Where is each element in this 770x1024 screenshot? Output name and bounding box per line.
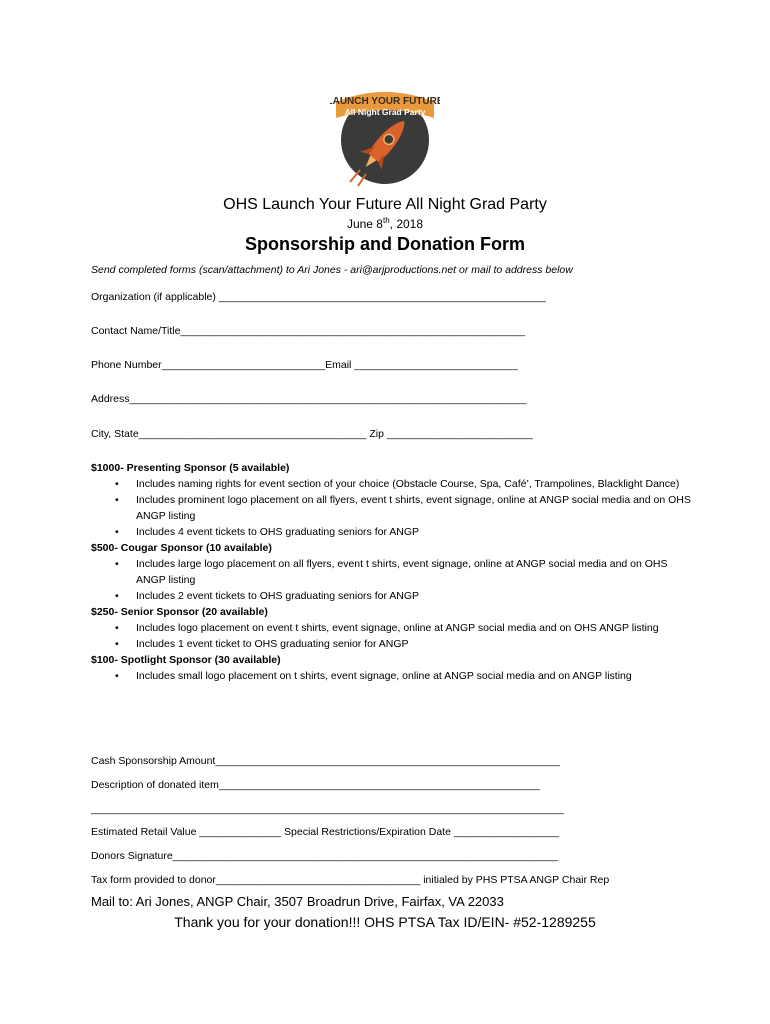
- bullet-icon: •: [115, 622, 119, 634]
- retail-value-restrictions-field[interactable]: Estimated Retail Value ______________ Special Restrictions/Expiration Date __________________: [91, 826, 559, 838]
- description-continuation-line[interactable]: _________________________________________________________________________________: [91, 803, 565, 815]
- bullet-text: Includes 2 event tickets to OHS graduating seniors for ANGP: [136, 590, 420, 602]
- tier-presenting: [91, 460, 691, 540]
- bullet-text: Includes logo placement on event t shirts, event signage, online at ANGP social media and on OHS ANGP listing: [136, 622, 659, 634]
- tier-heading: $100- Spotlight Sponsor (30 available): [91, 654, 281, 666]
- bullet-icon: •: [115, 526, 119, 538]
- thank-you-note: Thank you for your donation!!! OHS PTSA Tax ID/EIN- #52-1289255: [174, 914, 596, 930]
- cash-amount-field[interactable]: Cash Sponsorship Amount___________________________________________________________: [91, 755, 560, 767]
- event-date-year: , 2018: [389, 217, 424, 231]
- bullet-text: Includes 1 event ticket to OHS graduating senior for ANGP: [136, 638, 409, 650]
- event-date-suffix-sup: th: [382, 216, 390, 225]
- form-title: Sponsorship and Donation Form: [245, 234, 525, 254]
- tier-bullet: [91, 620, 691, 636]
- donated-item-description-field[interactable]: Description of donated item_______________________________________________________: [91, 779, 540, 791]
- tier-senior: [91, 604, 691, 652]
- tier-bullet: [91, 636, 691, 652]
- logo-text-line1: LAUNCH YOUR FUTURE: [330, 96, 440, 107]
- tier-cougar: [91, 540, 691, 604]
- bullet-text: Includes prominent logo placement on all flyers, event t shirts, event signage, online at ANGP social media and on OHS ANGP listing: [136, 494, 691, 522]
- bullet-icon: •: [115, 638, 119, 650]
- tier-bullet: [91, 668, 691, 684]
- organization-field[interactable]: Organization (if applicable) ________________________________________________________: [91, 291, 546, 303]
- tier-bullet: [91, 556, 691, 588]
- tier-spotlight: [91, 652, 691, 684]
- city-state-zip-field[interactable]: City, State_______________________________________ Zip _________________________: [91, 428, 533, 440]
- bullet-icon: •: [115, 494, 119, 506]
- tier-bullet: [91, 476, 691, 492]
- bullet-icon: •: [115, 478, 119, 490]
- sponsorship-tiers: [91, 460, 691, 684]
- bullet-text: Includes large logo placement on all flyers, event t shirts, event signage, online at ANGP social media and on OHS ANGP listing: [136, 558, 668, 586]
- event-date-prefix: June 8: [346, 217, 383, 231]
- bullet-icon: •: [115, 558, 119, 570]
- tier-heading: $1000- Presenting Sponsor (5 available): [91, 462, 290, 474]
- bullet-icon: •: [115, 670, 119, 682]
- tier-bullet: [91, 492, 691, 524]
- instructions-text: Send completed forms (scan/attachment) to Ari Jones - ari@arjproductions.net or mail to address below: [91, 264, 573, 276]
- mail-to-address: Mail to: Ari Jones, ANGP Chair, 3507 Broadrun Drive, Fairfax, VA 22033: [91, 894, 504, 909]
- logo-text-line2: All Night Grad Party: [344, 107, 426, 117]
- event-title: OHS Launch Your Future All Night Grad Party: [223, 196, 547, 213]
- bullet-text: Includes 4 event tickets to OHS graduating seniors for ANGP: [136, 526, 420, 538]
- address-field[interactable]: Address____________________________________________________________________: [91, 393, 527, 405]
- tier-bullet: [91, 588, 691, 604]
- bullet-text: Includes naming rights for event section of your choice (Obstacle Course, Spa, Café’, Trampolines, Blacklight Dance): [136, 478, 680, 490]
- donor-signature-field[interactable]: Donors Signature__________________________________________________________________: [91, 850, 559, 862]
- event-date: [0, 216, 770, 231]
- tier-bullet: [91, 524, 691, 540]
- tier-heading: $500- Cougar Sponsor (10 available): [91, 542, 272, 554]
- bullet-icon: •: [115, 590, 119, 602]
- contact-name-field[interactable]: Contact Name/Title___________________________________________________________: [91, 325, 526, 337]
- phone-email-field[interactable]: Phone Number____________________________Email ____________________________: [91, 359, 518, 371]
- bullet-text: Includes small logo placement on t shirts, event signage, online at ANGP social media and on ANGP listing: [136, 670, 632, 682]
- tax-form-field[interactable]: Tax form provided to donor___________________________________ initialed by PHS PTSA ANGP Chair Rep: [91, 874, 610, 886]
- tier-heading: $250- Senior Sponsor (20 available): [91, 606, 268, 618]
- event-logo: [330, 82, 440, 188]
